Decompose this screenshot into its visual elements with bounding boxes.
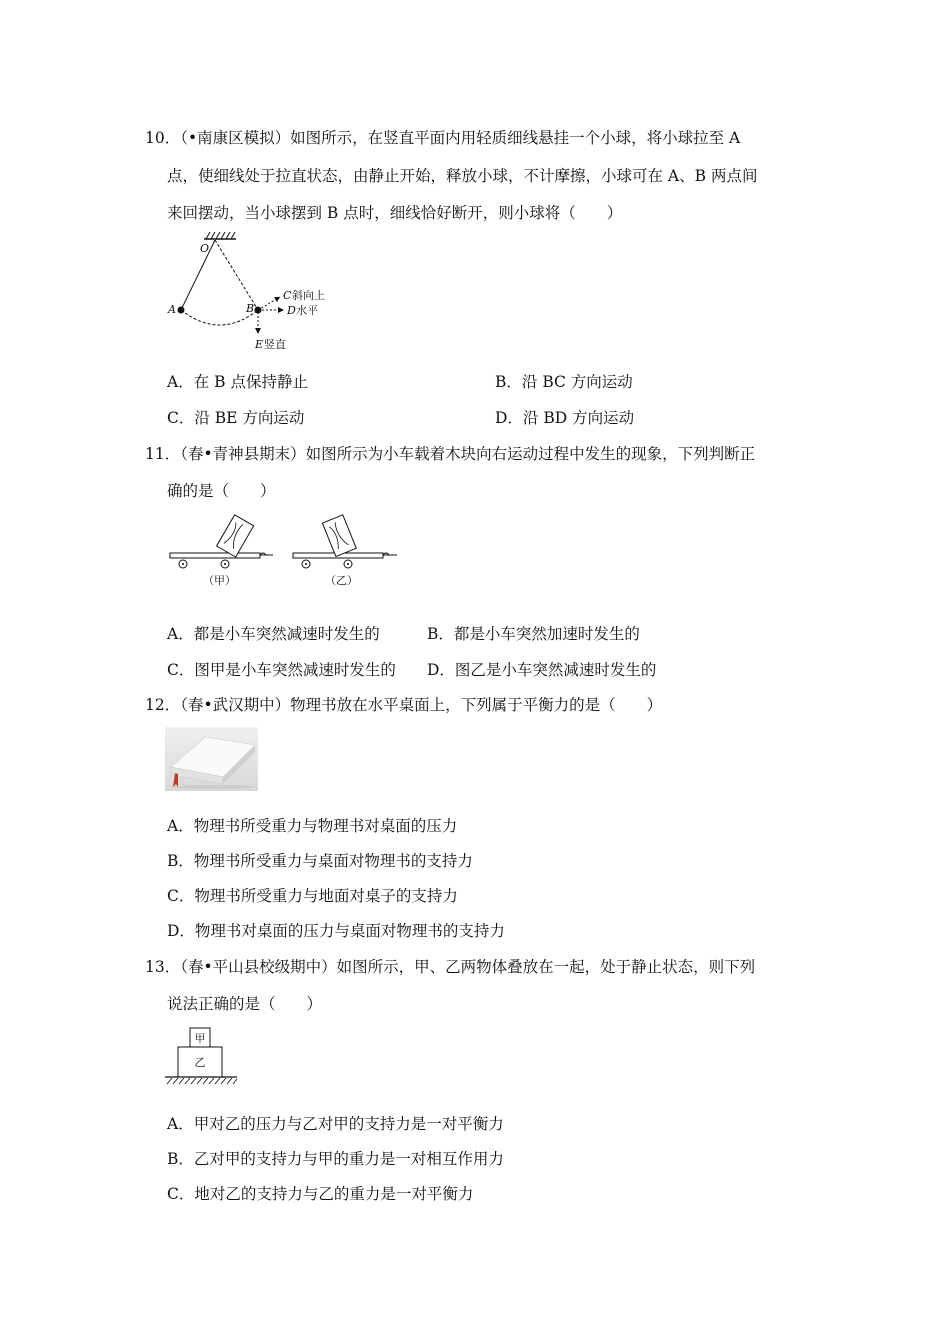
label-B: B [246,302,255,315]
label-A: A [168,303,176,316]
q13-line-2: 说法正确的是（ ） [167,995,323,1013]
label-O: O [200,242,210,255]
q10-option-a[interactable]: A．在 B 点保持静止 [167,373,308,391]
q11-option-d[interactable]: D．图乙是小车突然减速时发生的 [427,661,657,679]
q12-option-c[interactable]: C．物理书所受重力与地面对桌子的支持力 [167,887,458,905]
cart-yi [293,515,397,587]
label-jia-block: 甲 [194,1032,206,1045]
label-jia: （甲） [203,574,236,587]
label-E: E [255,338,264,351]
q13-option-a[interactable]: A．甲对乙的压力与乙对甲的支持力是一对平衡力 [167,1115,504,1133]
q11-option-c[interactable]: C．图甲是小车突然减速时发生的 [167,661,396,679]
q11-cart-figure [165,510,405,590]
label-E-text: 竖直 [264,338,286,351]
q12-option-d[interactable]: D．物理书对桌面的压力与桌面对物理书的支持力 [167,922,505,940]
q13-stack-figure [163,1026,241,1088]
label-C-text: 斜向上 [292,289,325,302]
q12-book-image [165,727,258,791]
q10-option-b[interactable]: B．沿 BC 方向运动 [495,373,633,391]
q10-line-2: 点，使细线处于拉直状态，由静止开始，释放小球，不计摩擦，小球可在 A、B 两点间 [167,167,758,185]
label-yi-block: 乙 [194,1056,206,1069]
label-D: D [287,304,296,317]
q10-line-1: 10．（•南康区模拟）如图所示，在竖直平面内用轻质细线悬挂一个小球，将小球拉至 A [145,129,741,147]
q13-line-1: 13．（春•平山县校级期中）如图所示，甲、乙两物体叠放在一起，处于静止状态，则下列 [145,958,756,976]
q10-pendulum-figure [160,228,340,356]
q12-option-a[interactable]: A．物理书所受重力与物理书对桌面的压力 [167,817,458,835]
q12-option-b[interactable]: B．物理书所受重力与桌面对物理书的支持力 [167,852,473,870]
label-C: C [283,289,292,302]
q11-line-1: 11．（春•青神县期末）如图所示为小车载着木块向右运动过程中发生的现象，下列判断正 [145,445,756,463]
q13-option-c[interactable]: C．地对乙的支持力与乙的重力是一对平衡力 [167,1185,474,1203]
q11-option-b[interactable]: B．都是小车突然加速时发生的 [427,625,640,643]
cart-jia [170,515,273,587]
q13-option-b[interactable]: B．乙对甲的支持力与甲的重力是一对相互作用力 [167,1150,504,1168]
q11-option-a[interactable]: A．都是小车突然减速时发生的 [167,625,380,643]
label-D-text: 水平 [296,304,318,317]
q10-option-d[interactable]: D．沿 BD 方向运动 [495,409,635,427]
label-yi: （乙） [325,574,358,587]
q10-line-3: 来回摆动，当小球摆到 B 点时，细线恰好断开，则小球将（ ） [167,204,623,222]
q11-line-2: 确的是（ ） [167,482,276,500]
q12-line-1: 12．（春•武汉期中）物理书放在水平桌面上，下列属于平衡力的是（ ） [145,696,663,714]
q10-option-c[interactable]: C．沿 BE 方向运动 [167,409,305,427]
